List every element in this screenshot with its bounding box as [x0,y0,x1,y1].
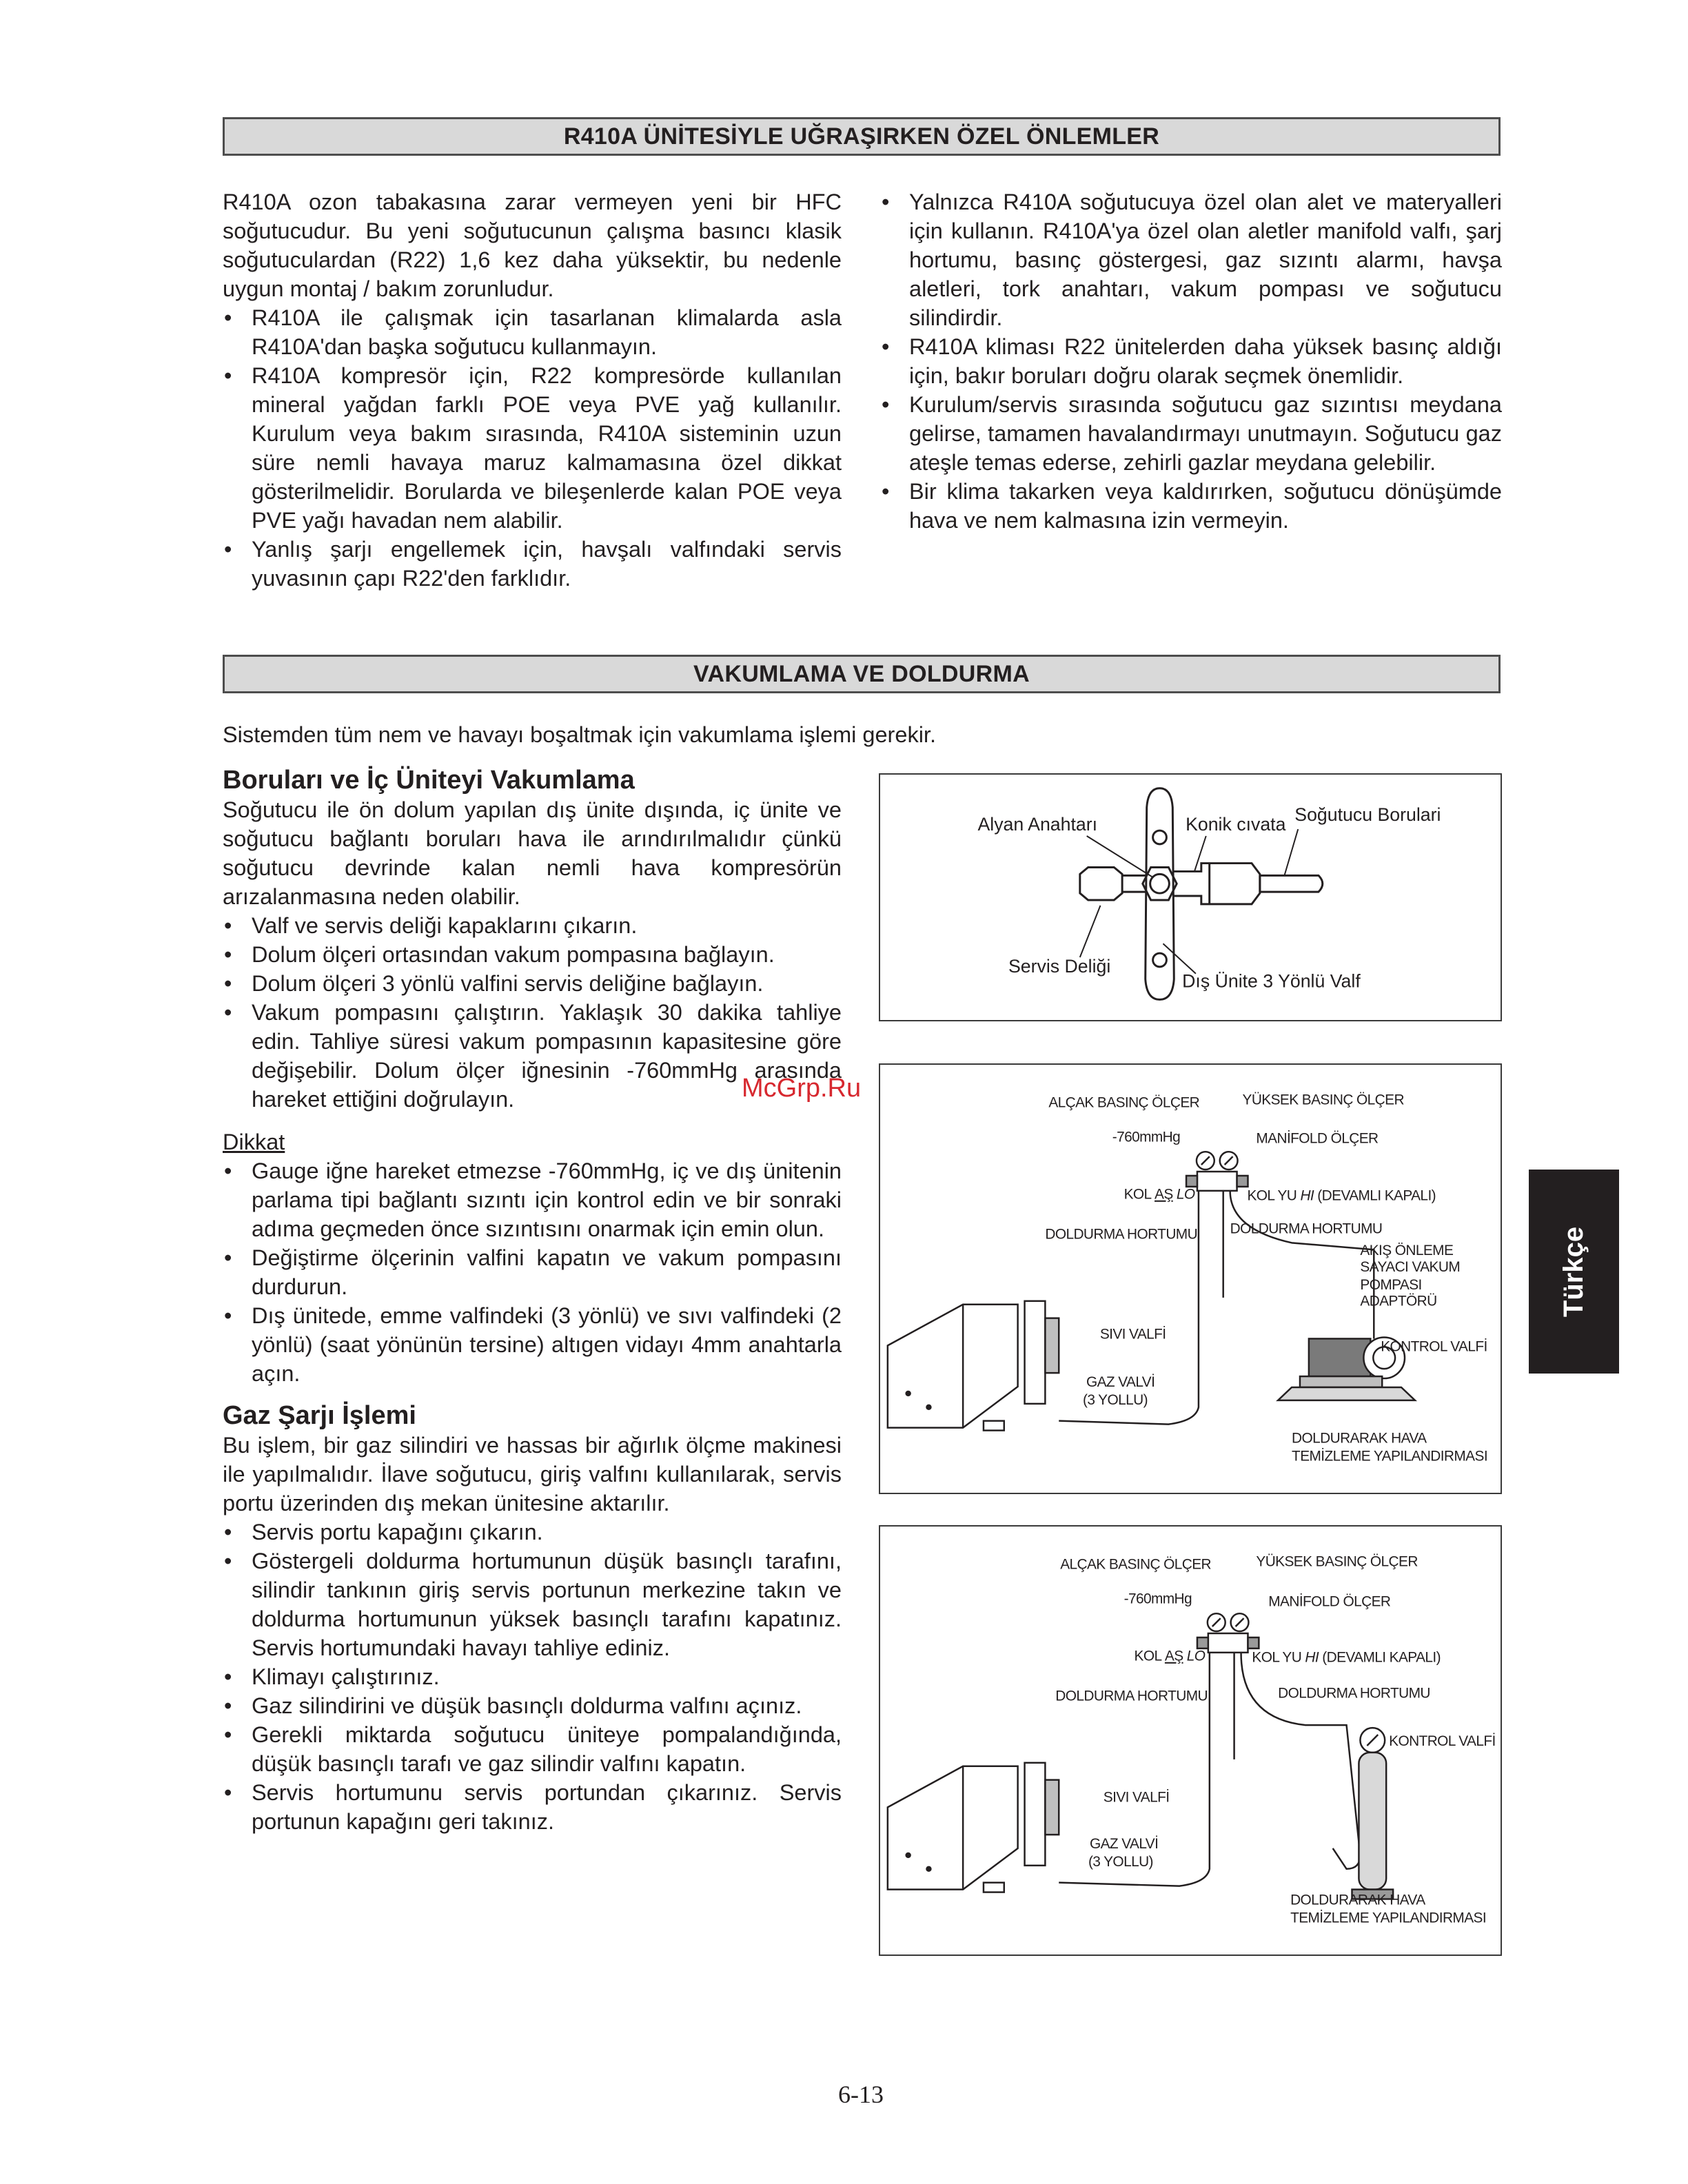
list-item: • Servis portu kapağını çıkarın. [223,1518,842,1547]
low-gauge-label: ALÇAK BASINÇ ÖLÇER [1060,1556,1212,1573]
section-title-r410a: R410A ÜNİTESİYLE UĞRAŞIRKEN ÖZEL ÖNLEMLER [223,117,1501,156]
high-gauge-label: YÜKSEK BASINÇ ÖLÇER [1256,1553,1418,1570]
caution-heading: Dikkat [223,1130,285,1154]
handle-hi-label: KOL YU HI (DEVAMLI KAPALI) [1252,1649,1441,1666]
vacuum-intro-text: Sistemden tüm nem ve havayı boşaltmak için vakumlama işlemi gerekir. [223,722,936,747]
three-way-label: (3 YOLLU) [1088,1853,1153,1870]
gas-valve-label: GAZ VALVİ [1086,1374,1155,1390]
caution-bullet-list [223,1156,842,1388]
gas-charge-text: Bu işlem, bir gaz silindiri ve hassas bir ağırlık ölçme makinesi ile yapılmalıdır. İlave soğutucu, giriş valfını kullanılarak, servis portu üzerinden dış mekan ünitesine aktarılır. [223,1433,842,1515]
anti-flow-label-1: AKIŞ ÖNLEME [1360,1243,1454,1259]
list-item: • Klimayı çalıştırınız. [223,1662,842,1691]
subheading-gas-charge: Gaz Şarjı İşlemi [223,1401,416,1430]
list-item: • Gaz silindirini ve düşük basınçlı doldurma valfını açınız. [223,1691,842,1720]
liquid-valve-label: SIVI VALFİ [1103,1789,1170,1806]
caption-line-2: TEMİZLEME YAPILANDIRMASI [1292,1448,1488,1464]
list-item: • Gerekli miktarda soğutucu üniteye pompalandığında, düşük basınçlı tarafı ve gaz silindir valfını kapatın. [223,1720,842,1778]
list-item: • Vakum pompasını çalıştırın. Yaklaşık 30 dakika tahliye edin. Tahliye süresi vakum pompasının kapasitesine göre değişebilir. Dolum ölçer iğnesinin -760mmHg arasında hareket ettiğini doğrulayın. [223,998,842,1114]
page-number: 6-13 [838,2081,884,2108]
vacuum-reading-label: -760mmHg [1123,1591,1192,1607]
list-item: • Değiştirme ölçerinin valfini kapatın ve vakum pompasını durdurun. [223,1243,842,1301]
manifold-label: MANİFOLD ÖLÇER [1268,1593,1391,1610]
service-port-label: Servis Deliği [1008,955,1111,977]
list-item: • Servis hortumunu servis portundan çıkarınız. Servis portunun kapağını geri takınız. [223,1778,842,1836]
vacuum-intro [223,720,1463,749]
list-item: • R410A kliması R22 ünitelerden daha yüksek basınç aldığı için, bakır boruları doğru olarak seçmek önemlidir. [880,332,1502,390]
anti-flow-label-4: ADAPTÖRÜ [1360,1293,1437,1309]
list-item: • Yalnızca R410A soğutucuya özel olan alet ve materyalleri için kullanın. R410A'ya özel olan aletler manifold valfı, şarj hortumu, basınç göstergesi, gaz sızıntı alarmı, havşa aletleri, tork anahtarı, vakum pompası ve soğutucu silindirdir. [880,187,1502,332]
gas-cylinder-figure [879,1525,1502,1956]
language-tab [1529,1170,1619,1374]
anti-flow-label-3: POMPASI [1360,1276,1422,1293]
handle-lo-label: KOL AŞ LO [1134,1648,1206,1664]
gas-valve-label: GAZ VALVİ [1089,1835,1159,1852]
high-gauge-label: YÜKSEK BASINÇ ÖLÇER [1242,1092,1404,1108]
section1-left-column [223,187,842,593]
caption-line-2: TEMİZLEME YAPILANDIRMASI [1290,1910,1487,1926]
list-item: • Valf ve servis deliği kapaklarını çıkarın. [223,911,842,940]
list-item: • Gauge iğne hareket etmezse -760mmHg, iç ve dış ünitenin parlama tipi bağlantı sızıntı için kontrol edin ve bir sonraki adıma geçmeden önce sızıntısını onarmak için emin olun. [223,1156,842,1243]
anti-flow-label-2: SAYACI VAKUM [1360,1259,1461,1276]
refrigerant-pipes-label: Soğutucu Borulari [1294,804,1441,826]
r410a-intro-text: R410A ozon tabakasına zarar vermeyen yeni bir HFC soğutucudur. Bu yeni soğutucunun çalışma basıncı klasik soğutuculardan (R22) 1,6 kez daha yüksektir, bu nedenle uygun montaj / bakım zorunludur. [223,190,842,301]
section-title-vacuum: VAKUMLAMA VE DOLDURMA [223,655,1501,693]
subheading-vacuuming: Boruları ve İç Üniteyi Vakumlama [223,766,635,795]
list-item: • Yanlış şarjı engellemek için, havşalı valfındaki servis yuvasının çapı R22'den farklıdır. [223,535,842,593]
language-tab-label: Türkçe [1558,1226,1589,1317]
charging-hose-right-label: DOLDURMA HORTUMU [1278,1685,1430,1702]
control-valve-label: KONTROL VALFİ [1381,1338,1487,1355]
vacuum-pump-diagram [880,1065,1501,1493]
low-gauge-label: ALÇAK BASINÇ ÖLÇER [1048,1094,1200,1111]
gas-cylinder-diagram [880,1527,1501,1955]
vacuum-reading-label: -760mmHg [1112,1129,1181,1145]
three-way-label: (3 YOLLU) [1083,1391,1148,1408]
list-item: • Dolum ölçeri ortasından vakum pompasına bağlayın. [223,940,842,969]
section1-right-column [880,187,1502,535]
vacuum-pump-figure [879,1063,1502,1494]
caption-line-1: DOLDURARAK HAVA [1290,1892,1425,1908]
flare-nut-label: Konik cıvata [1186,814,1286,835]
allen-key-label: Alyan Anahtarı [977,814,1098,835]
list-item: • Göstergeli doldurma hortumunun düşük basınçlı tarafını, silindir tankının giriş servis portunun merkezine takın ve doldurma hortumunun yüksek basınçlı tarafını kapatınız. Servis hortumundaki havayı tahliye ediniz. [223,1547,842,1662]
handle-hi-label: KOL YU HI (DEVAMLI KAPALI) [1247,1187,1436,1204]
list-item: • Dolum ölçeri 3 yönlü valfini servis deliğine bağlayın. [223,969,842,998]
r410a-right-bullet-list [880,187,1502,535]
charging-hose-right-label: DOLDURMA HORTUMU [1230,1221,1383,1237]
charging-hose-left-label: DOLDURMA HORTUMU [1055,1688,1208,1704]
caption-line-1: DOLDURARAK HAVA [1292,1430,1427,1447]
list-item: • R410A kompresör için, R22 kompresörde kullanılan mineral yağdan farklı POE veya PVE yağ kullanılır. Kurulum veya bakım sırasında, R410A sisteminin uzun süre nemli havaya maruz kalmamasına özel dikkat gösterilmelidir. Borularda ve bileşenlerde kalan POE veya PVE yağı havadan nem alabilir. [223,361,842,535]
liquid-valve-label: SIVI VALFİ [1099,1326,1166,1343]
list-item: • Bir klima takarken veya kaldırırken, soğutucu dönüşümde hava ve nem kalmasına izin vermeyin. [880,477,1502,535]
charging-hose-left-label: DOLDURMA HORTUMU [1045,1226,1198,1243]
section2-left-column [223,765,842,1836]
valve-diagram [880,775,1501,1020]
valve-diagram-figure [879,773,1502,1021]
list-item: • Kurulum/servis sırasında soğutucu gaz sızıntısı meydana gelirse, tamamen havalandırmayı unutmayın. Soğutucu gaz ateşle temas ederse, zehirli gazlar meydana gelebilir. [880,390,1502,477]
gas-charge-bullet-list [223,1518,842,1836]
handle-lo-label: KOL AŞ LO [1123,1186,1195,1203]
list-item: • R410A ile çalışmak için tasarlanan klimalarda asla R410A'dan başka soğutucu kullanmayın. [223,303,842,361]
three-way-valve-label: Dış Ünite 3 Yönlü Valf [1182,970,1361,992]
watermark: McGrp.Ru [742,1074,862,1103]
list-item: • Dış ünitede, emme valfindeki (3 yönlü) ve sıvı valfindeki (2 yönlü) (saat yönünün tersine) altıgen vidayı 4mm anahtarla açın. [223,1301,842,1388]
r410a-left-bullet-list [223,303,842,593]
control-valve-label: KONTROL VALFİ [1389,1733,1496,1749]
manifold-label: MANİFOLD ÖLÇER [1256,1130,1379,1147]
vacuuming-text: Soğutucu ile ön dolum yapılan dış ünite dışında, iç ünite ve soğutucu bağlantı boruları hava ile arındırılmalıdır çünkü soğutucu devrinde kalan nemli hava kompresörün arızalanmasına neden olabilir. [223,797,842,909]
